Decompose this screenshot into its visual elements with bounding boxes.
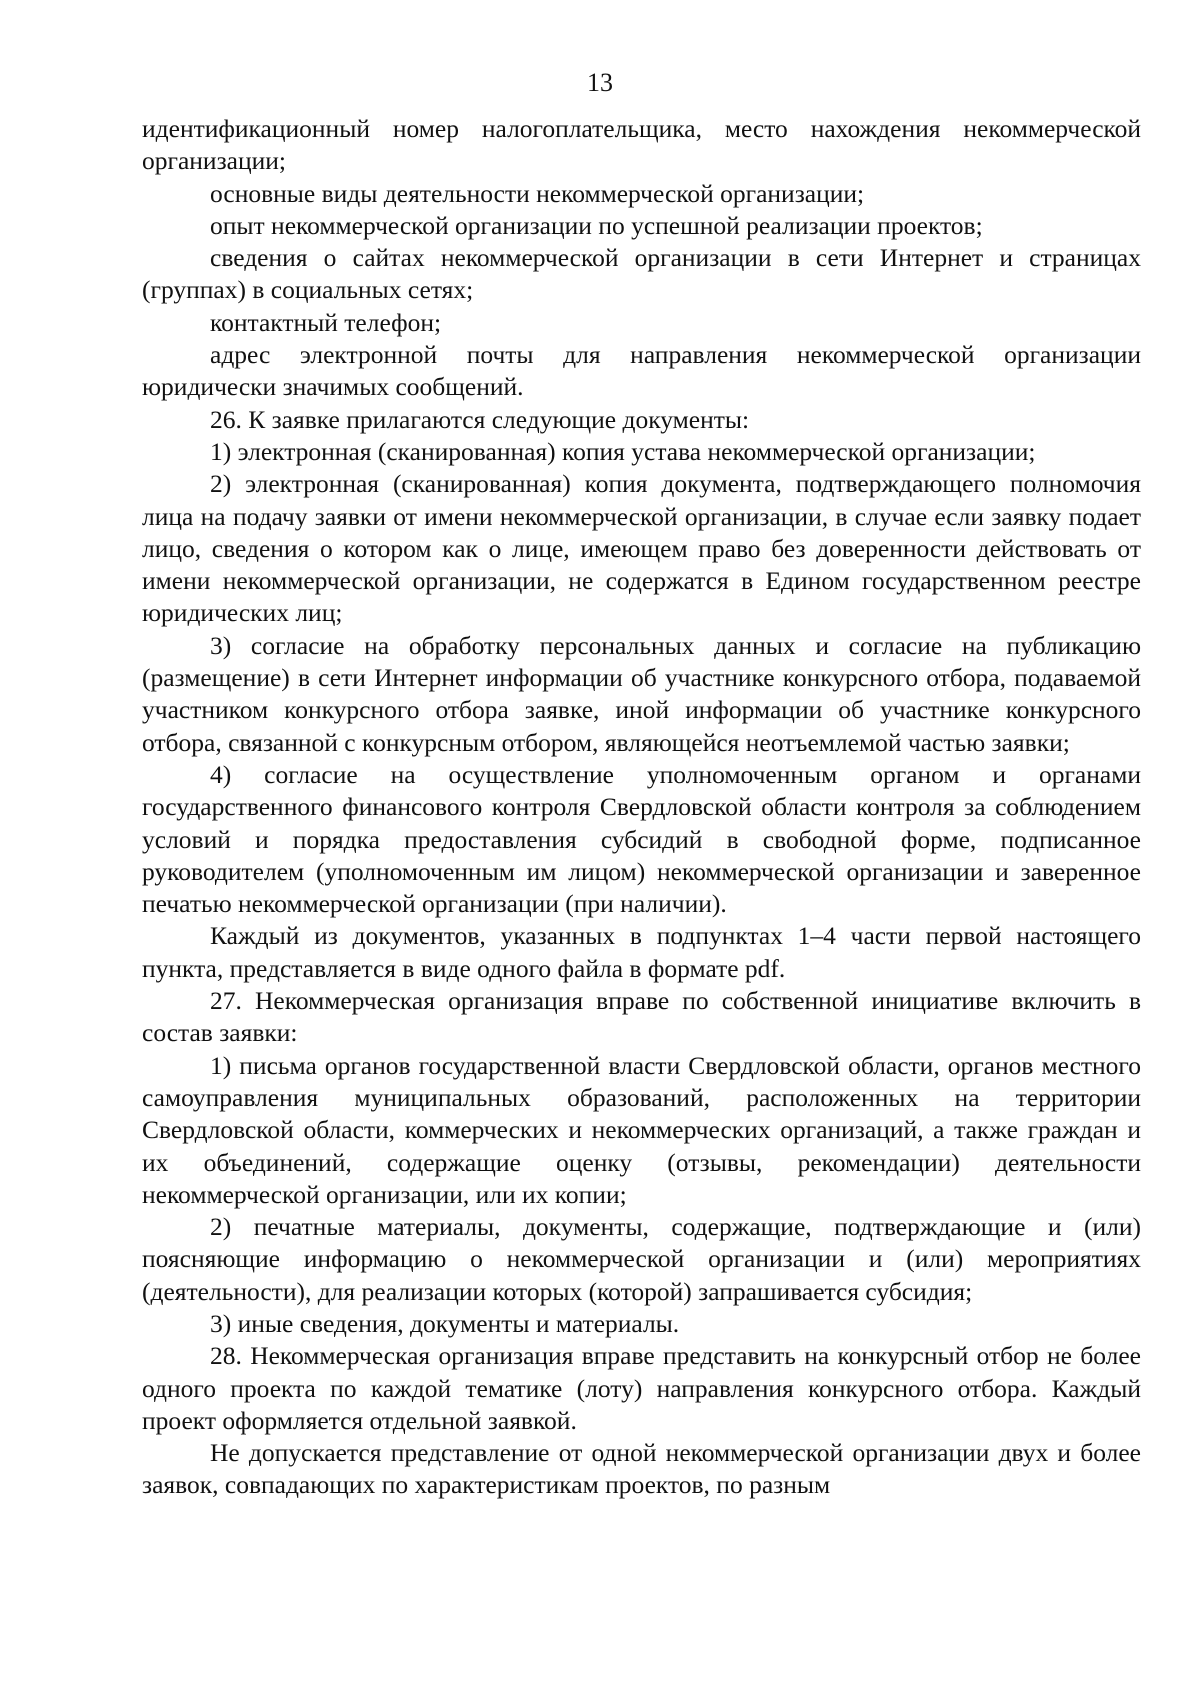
paragraph-item-27: 27. Некоммерческая организация вправе по собственной инициативе включить в состав заявки: (142, 986, 1141, 1048)
paragraph-email: адрес электронной почты для направления некоммерческой организации юридически значимых сообщений. (142, 340, 1141, 402)
paragraph-item-26-4: 4) согласие на осуществление уполномоченным органом и органами государственного финансового контроля Свердловской области контроля за соблюдением условий и порядка предоставления субсидий в свободной форме, подписанное руководителем (уполномоченным им лицом) некоммерческой организации и заверенное печатью некоммерческой организации (при наличии). (142, 759, 1141, 919)
paragraph-item-26: 26. К заявке прилагаются следующие документы: (210, 404, 750, 434)
paragraph-format-note: Каждый из документов, указанных в подпунктах 1–4 части первой настоящего пункта, представляется в виде одного файла в формате pdf. (142, 921, 1141, 983)
paragraph-websites: сведения о сайтах некоммерческой организации в сети Интернет и страницах (группах) в социальных сетях; (142, 243, 1141, 305)
paragraph-item-27-1: 1) письма органов государственной власти Свердловской области, органов местного самоуправления муниципальных образований, расположенных на территории Свердловской области, коммерческих и некоммерческих организаций, а также граждан и их объединений, содержащие оценку (отзывы, рекомендации) деятельности некоммерческой организации, или их копии; (142, 1050, 1141, 1209)
paragraph-restriction: Не допускается представление от одной некоммерческой организации двух и более заявок, совпадающих по характеристикам проектов, по разным (142, 1438, 1141, 1500)
paragraph-phone: контактный телефон; (210, 307, 442, 337)
paragraph-item-26-3: 3) согласие на обработку персональных данных и согласие на публикацию (размещение) в сети Интернет информации об участнике конкурсного отбора, подаваемой участником конкурсного отбора заявке, иной информации об участнике конкурсного отбора, связанной с конкурсным отбором, являющейся неотъемлемой частью заявки; (142, 630, 1141, 757)
paragraph-item-28: 28. Некоммерческая организация вправе представить на конкурсный отбор не более одного проекта по каждой тематике (лоту) направления конкурсного отбора. Каждый проект оформляется отдельной заявкой. (142, 1341, 1141, 1435)
paragraph-item-27-3: 3) иные сведения, документы и материалы. (210, 1308, 680, 1338)
paragraph-activities: основные виды деятельности некоммерческой организации; (210, 178, 865, 208)
paragraph-continuation: идентификационный номер налогоплательщика, место нахождения некоммерческой организации; (142, 114, 1141, 176)
document-body (142, 113, 1141, 1502)
paragraph-item-27-2: 2) печатные материалы, документы, содержащие, подтверждающие и (или) поясняющие информацию о некоммерческой организации и (или) мероприятиях (деятельности), для реализации которых (которой) запрашивается субсидия; (142, 1212, 1141, 1306)
paragraph-experience: опыт некоммерческой организации по успешной реализации проектов; (210, 210, 983, 240)
paragraph-item-26-2: 2) электронная (сканированная) копия документа, подтверждающего полномочия лица на подачу заявки от имени некоммерческой организации, в случае если заявку подает лицо, сведения о котором как о лице, имеющем право без доверенности действовать от имени некоммерческой организации, не содержатся в Едином государственном реестре юридических лиц; (142, 469, 1141, 628)
paragraph-item-26-1: 1) электронная (сканированная) копия устава некоммерческой организации; (210, 436, 1036, 466)
page-number: 13 (587, 68, 613, 97)
